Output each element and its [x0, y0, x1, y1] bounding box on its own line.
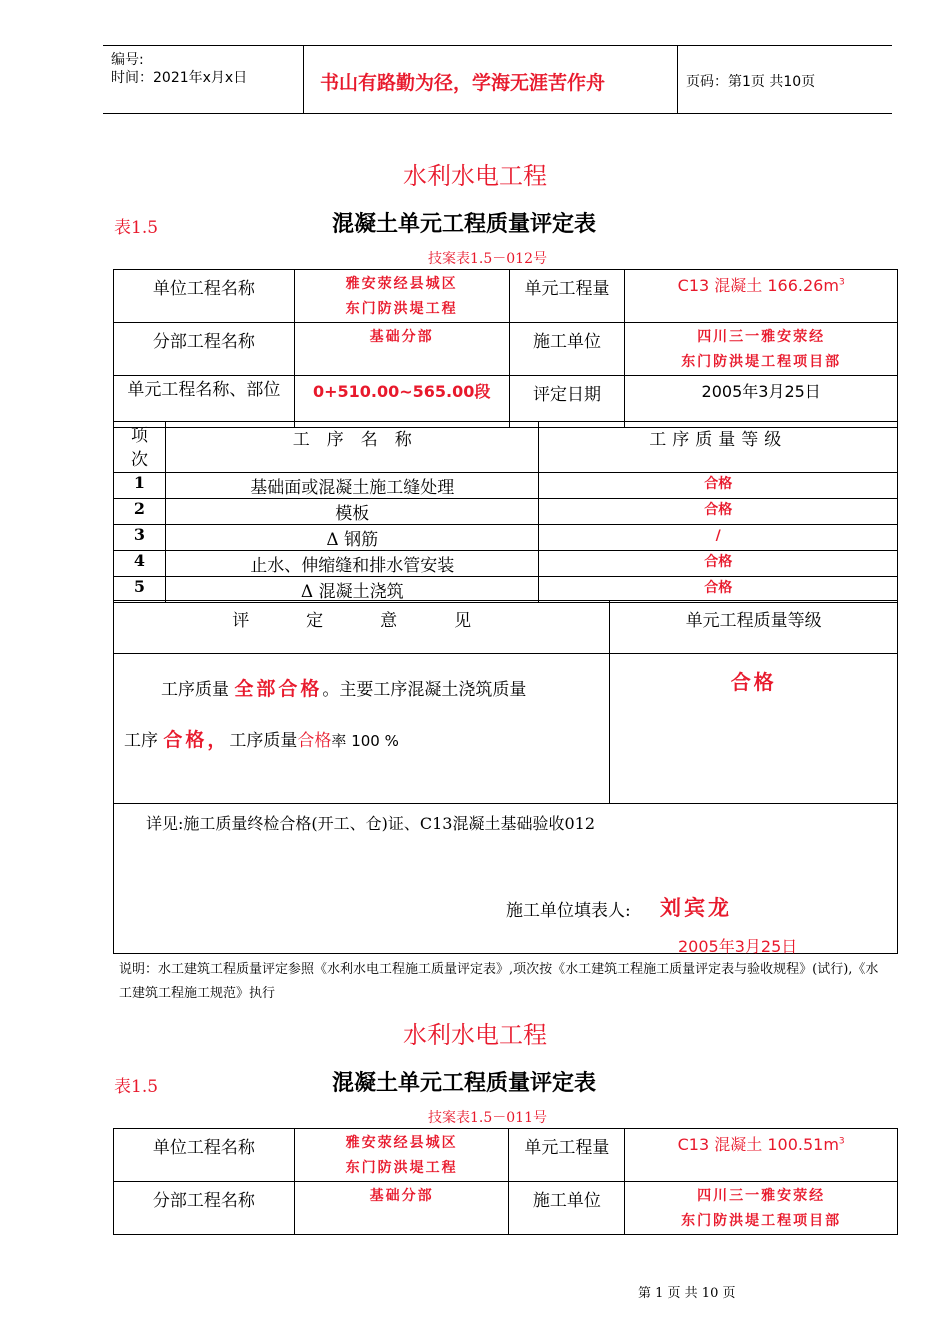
form2-engineering-title: 水利水电工程 — [403, 1021, 547, 1049]
document-time-label: 时间：2021年x月x日 — [111, 70, 248, 86]
form1-unit-project-label: 单位工程名称 — [114, 270, 295, 323]
form1-unit-project-value — [294, 270, 509, 323]
form1-opinion-text-d: 工序质量 — [229, 731, 298, 751]
form1-eval-date-value: 2005年3月25日 — [625, 376, 898, 428]
form1-unit-project-line1: 雅安荥经县城区 — [345, 276, 458, 292]
form1-filler-label: 施工单位填表人: — [506, 901, 631, 921]
form1-row3-no: 3 — [114, 525, 166, 551]
form2-quantity-label: 单元工程量 — [509, 1129, 625, 1182]
form1-opinion-text-b: 。主要工序混凝土浇筑质量 — [322, 680, 527, 700]
form1-detail-text: 详见:施工质量终检合格(开工、仓)证、C13混凝土基础验收012 — [146, 814, 596, 833]
form1-row1-no: 1 — [114, 473, 166, 499]
form1-row5-grade: 合格 — [539, 577, 898, 603]
form1-table-number: 表1.5 — [114, 218, 159, 238]
form1-filler-date: 2005年3月25日 — [678, 937, 798, 956]
form1-row1-name: 基础面或混凝土施工缝处理 — [165, 473, 539, 499]
form1-row2-name: 模板 — [165, 499, 539, 525]
form1-contractor-label: 施工单位 — [509, 323, 625, 376]
form1-element-value: 0+510.00~565.00段 — [294, 376, 509, 428]
header-divider-1 — [303, 45, 304, 113]
document-number-label: 编号: — [111, 52, 144, 68]
form1-element-label: 单元工程名称、部位 — [114, 376, 295, 428]
form1-note: 说明：水工建筑工程质量评定参照《水利水电工程施工质量评定表》,项次按《水工建筑工程施工质量评定表与验收规程》(试行),《水工建筑工程施工规范》执行 — [119, 962, 879, 1001]
form1-opinion-text-a: 工序质量 — [161, 680, 229, 700]
form1-unit-project-line2: 东门防洪堤工程 — [345, 301, 458, 317]
form1-row4-grade: 合格 — [539, 551, 898, 577]
form1-signoff-cell — [114, 804, 898, 954]
form2-code: 技案表1.5－011号 — [428, 1110, 547, 1126]
form2-division-value: 基础分部 — [294, 1182, 509, 1235]
form2-unit-project-value — [294, 1129, 509, 1182]
form1-title: 混凝土单元工程质量评定表 — [332, 211, 597, 237]
form1-row3-grade: / — [539, 525, 898, 551]
form1-quantity-sup: 3 — [838, 277, 845, 288]
form1-engineering-title: 水利水电工程 — [403, 162, 547, 190]
form2-quantity-sup: 3 — [838, 1136, 845, 1147]
form1-opinion-body — [114, 654, 610, 804]
header-top-rule — [103, 45, 892, 46]
form1-contractor-line2: 东门防洪堤工程项目部 — [681, 354, 842, 370]
form1-opinion-table — [113, 600, 898, 954]
form1-opinion-text-e: 率 100 % — [331, 732, 399, 750]
form1-opinion-red-c: 合格 — [297, 731, 332, 751]
form1-process-table — [113, 421, 898, 603]
form1-info-table — [113, 269, 898, 428]
form2-quantity-text: C13 混凝土 100.51m — [677, 1135, 839, 1154]
form1-row1-grade: 合格 — [539, 473, 898, 499]
form1-row4-name: 止水、伸缩缝和排水管安装 — [165, 551, 539, 577]
form1-code: 技案表1.5－012号 — [428, 251, 547, 267]
form1-opinion-red-b: 合格， — [163, 729, 230, 751]
form2-division-label: 分部工程名称 — [114, 1182, 295, 1235]
form1-col-process: 工 序 名 称 — [165, 422, 539, 473]
form2-title: 混凝土单元工程质量评定表 — [332, 1070, 597, 1096]
form2-contractor-line2: 东门防洪堤工程项目部 — [681, 1213, 842, 1229]
footer-page-number: 第 1 页 共 10 页 — [638, 1286, 736, 1301]
header-divider-2 — [677, 45, 678, 113]
form1-opinion-red-a: 全部合格 — [234, 678, 323, 700]
form1-contractor-line1: 四川三一雅安荥经 — [697, 329, 826, 345]
form1-row4-no: 4 — [114, 551, 166, 577]
form1-opinion-label: 评 定 意 见 — [114, 601, 610, 654]
form1-row2-grade: 合格 — [539, 499, 898, 525]
form1-quantity-value — [625, 270, 898, 323]
form2-quantity-value — [625, 1129, 898, 1182]
form1-quantity-label: 单元工程量 — [509, 270, 625, 323]
form2-contractor-label: 施工单位 — [509, 1182, 625, 1235]
form1-row5-no: 5 — [114, 577, 166, 603]
form1-opinion-text-c: 工序 — [124, 731, 158, 751]
form1-unit-grade-value: 合格 — [610, 654, 898, 804]
form2-info-table — [113, 1128, 898, 1235]
form1-col-grade: 工序质量等级 — [539, 422, 898, 473]
header-motto: 书山有路勤为径，学海无涯苦作舟 — [320, 72, 606, 94]
form2-unit-project-label: 单位工程名称 — [114, 1129, 295, 1182]
form2-unit-project-line1: 雅安荥经县城区 — [345, 1135, 458, 1151]
form1-division-label: 分部工程名称 — [114, 323, 295, 376]
form1-row3-name: Δ 钢筋 — [165, 525, 539, 551]
form2-table-number: 表1.5 — [114, 1077, 159, 1097]
form1-filler-name: 刘宾龙 — [660, 895, 732, 920]
header-page-label: 页码：第1页 共10页 — [686, 74, 816, 90]
form1-eval-date-label: 评定日期 — [509, 376, 625, 428]
form1-unit-grade-label: 单元工程质量等级 — [610, 601, 898, 654]
form1-row5-name: Δ 混凝土浇筑 — [165, 577, 539, 603]
form1-quantity-text: C13 混凝土 166.26m — [677, 276, 839, 295]
form2-unit-project-line2: 东门防洪堤工程 — [345, 1160, 458, 1176]
form1-division-value: 基础分部 — [294, 323, 509, 376]
form1-col-item: 项次 — [114, 422, 166, 473]
form1-contractor-value — [625, 323, 898, 376]
form1-row2-no: 2 — [114, 499, 166, 525]
form2-contractor-line1: 四川三一雅安荥经 — [697, 1188, 826, 1204]
header-bottom-rule — [103, 113, 892, 114]
form2-contractor-value — [625, 1182, 898, 1235]
